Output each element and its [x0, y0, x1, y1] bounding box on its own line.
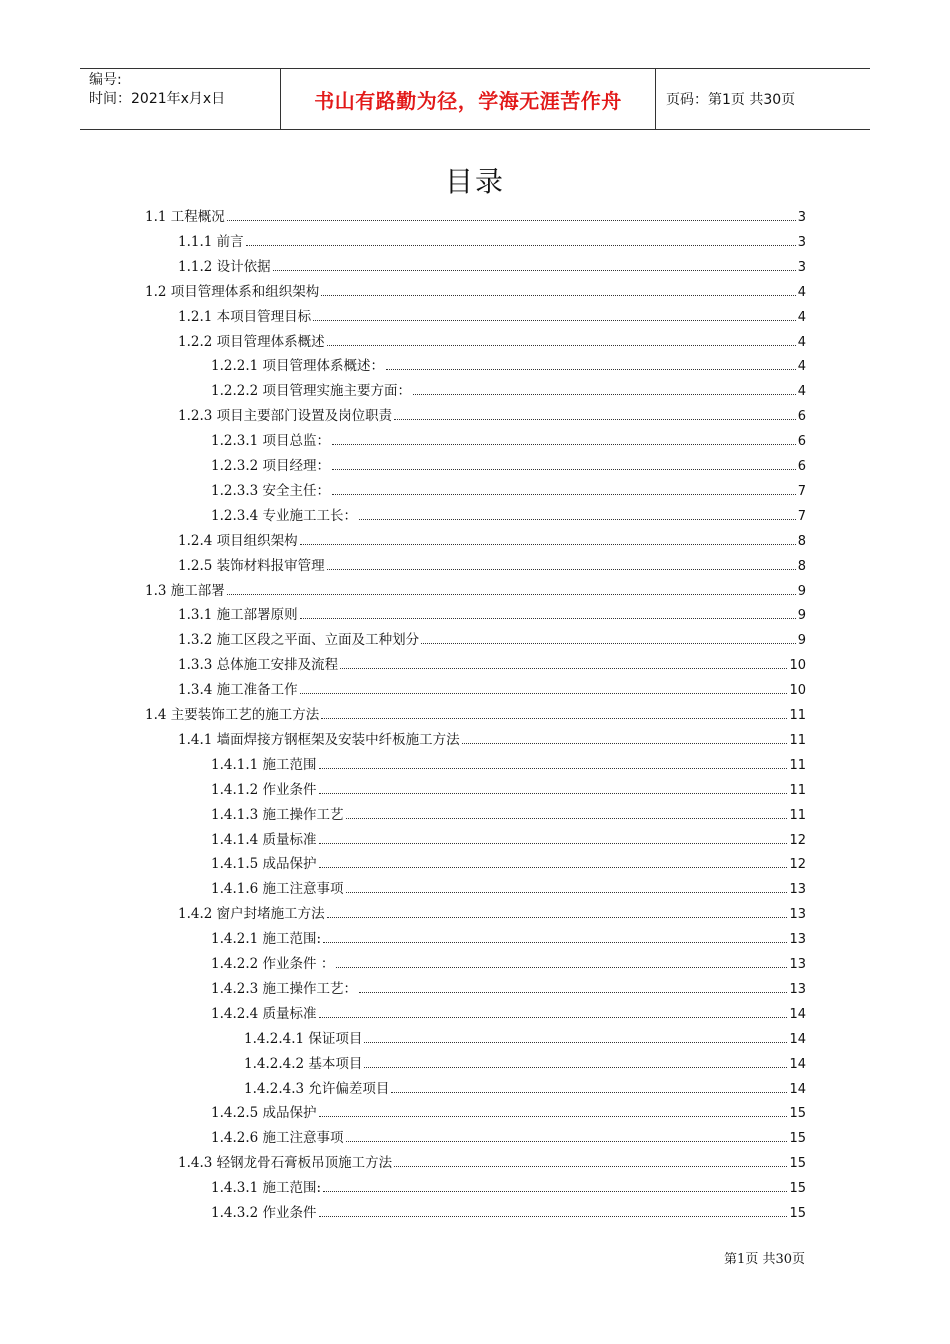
- toc-entry[interactable]: [211, 852, 806, 872]
- toc-entry-page: 13: [789, 882, 806, 898]
- toc-leader-dots: [321, 718, 787, 719]
- toc-entry-title: 1.1.2 设计依据: [178, 258, 271, 275]
- toc-entry-page: 13: [789, 907, 806, 923]
- toc-entry-title: 1.4.1.5 成品保护: [211, 856, 317, 873]
- toc-leader-dots: [391, 1092, 787, 1093]
- toc-entry-page: 15: [789, 1131, 806, 1147]
- toc-entry-page: 13: [789, 932, 806, 948]
- toc-entry[interactable]: [145, 205, 806, 225]
- toc-entry-page: 12: [789, 832, 806, 848]
- toc-leader-dots: [319, 768, 788, 769]
- toc-entry-title: 1.3 施工部署: [145, 582, 225, 599]
- toc-entry[interactable]: [145, 703, 806, 723]
- toc-entry-page: 9: [797, 608, 806, 624]
- toc-entry-page: 4: [797, 309, 806, 325]
- toc-leader-dots: [394, 419, 796, 420]
- toc-entry-title: 1.4.1 墙面焊接方钢框架及安装中纤板施工方法: [178, 731, 460, 748]
- number-label: 编号:: [89, 72, 122, 88]
- toc-entry-page: 13: [789, 981, 806, 997]
- toc-entry[interactable]: [145, 280, 806, 300]
- toc-entry[interactable]: [178, 255, 806, 275]
- toc-entry[interactable]: [211, 1101, 806, 1121]
- toc-entry-title: 1.3.3 总体施工安排及流程: [178, 657, 339, 674]
- time-label: 时间：2021年x月x日: [89, 91, 226, 107]
- toc-entry-page: 4: [797, 334, 806, 350]
- toc-entry-page: 11: [789, 782, 806, 798]
- header-motto: 书山有路勤为径，学海无涯苦作舟: [280, 69, 656, 129]
- toc-leader-dots: [332, 494, 796, 495]
- toc-entry-title: 1.2 项目管理体系和组织架构: [145, 283, 320, 300]
- toc-entry-title: 1.4.2.4.1 保证项目: [244, 1030, 363, 1047]
- toc-entry-title: 1.2.4 项目组织架构: [178, 532, 298, 549]
- toc-leader-dots: [346, 892, 788, 893]
- toc-leader-dots: [364, 1042, 787, 1043]
- toc-entry[interactable]: [211, 927, 806, 947]
- toc-entry-title: 1.2.2.2 项目管理实施主要方面：: [211, 383, 412, 400]
- toc-entry-title: 1.3.2 施工区段之平面、立面及工种划分: [178, 632, 420, 649]
- toc-leader-dots: [386, 369, 796, 370]
- toc-entry[interactable]: [178, 1151, 806, 1171]
- toc-entry[interactable]: [211, 877, 806, 897]
- toc-entry-title: 1.4.2.2 作业条件 ：: [211, 956, 335, 972]
- toc-leader-dots: [359, 992, 787, 993]
- toc-entry-page: 6: [797, 434, 806, 450]
- toc-leader-dots: [313, 320, 796, 321]
- toc-entry-page: 10: [789, 658, 806, 674]
- toc-entry-page: 9: [797, 633, 806, 649]
- toc-entry[interactable]: [211, 1126, 806, 1146]
- toc-entry[interactable]: [211, 379, 806, 399]
- toc-entry-page: 15: [789, 1156, 806, 1172]
- toc-entry[interactable]: [178, 404, 806, 424]
- toc-leader-dots: [327, 917, 788, 918]
- toc-entry[interactable]: [244, 1052, 806, 1072]
- toc-entry-page: 4: [797, 359, 806, 375]
- toc-entry[interactable]: [178, 529, 806, 549]
- toc-entry[interactable]: [178, 330, 806, 350]
- header-page-label: 页码：第1页 共30页: [666, 92, 796, 108]
- toc-entry-title: 1.4.3.2 作业条件: [211, 1205, 317, 1221]
- toc-leader-dots: [300, 693, 788, 694]
- toc-entry-page: 15: [789, 1181, 806, 1197]
- toc-leader-dots: [327, 569, 796, 570]
- toc-entry-page: 15: [789, 1106, 806, 1122]
- toc-entry[interactable]: [211, 803, 806, 823]
- toc-entry-page: 3: [797, 210, 806, 225]
- toc-entry[interactable]: [178, 653, 806, 673]
- toc-entry-page: 10: [789, 683, 806, 699]
- toc-entry[interactable]: [178, 554, 806, 574]
- toc-entry-title: 1.4.3 轻钢龙骨石膏板吊顶施工方法: [178, 1155, 393, 1172]
- toc-entry-page: 4: [797, 384, 806, 400]
- toc-leader-dots: [413, 394, 796, 395]
- header-meta: [80, 69, 280, 129]
- toc-entry-title: 1.4.2 窗户封堵施工方法: [178, 906, 325, 923]
- toc-leader-dots: [332, 444, 796, 445]
- toc-entry-title: 1.3.1 施工部署原则: [178, 607, 298, 624]
- toc-leader-dots: [340, 668, 787, 669]
- toc-entry[interactable]: [211, 828, 806, 848]
- toc-leader-dots: [227, 220, 796, 221]
- toc-leader-dots: [323, 1191, 787, 1192]
- toc-entry[interactable]: [211, 1176, 806, 1196]
- toc-entry[interactable]: [211, 354, 806, 374]
- toc-entry[interactable]: [178, 305, 806, 325]
- toc-leader-dots: [327, 345, 796, 346]
- toc-leader-dots: [421, 643, 796, 644]
- toc-leader-dots: [394, 1166, 787, 1167]
- toc-entry-title: 1.4.2.3 施工操作工艺：: [211, 980, 358, 997]
- toc-entry-title: 1.2.5 装饰材料报审管理: [178, 557, 325, 574]
- toc-leader-dots: [319, 793, 788, 794]
- toc-leader-dots: [321, 295, 795, 296]
- toc-entry-page: 11: [789, 732, 806, 748]
- toc-leader-dots: [319, 1116, 788, 1117]
- toc-entry-page: 14: [789, 1006, 806, 1022]
- toc-leader-dots: [332, 469, 796, 470]
- toc-leader-dots: [346, 818, 788, 819]
- toc-entry-page: 6: [797, 409, 806, 425]
- toc-leader-dots: [323, 942, 787, 943]
- toc-leader-dots: [227, 594, 796, 595]
- toc-entry-title: 1.2.3 项目主要部门设置及岗位职责: [178, 408, 393, 425]
- toc-entry-title: 1.2.1 本项目管理目标: [178, 308, 312, 325]
- toc-leader-dots: [319, 1017, 788, 1018]
- toc-leader-dots: [300, 618, 796, 619]
- toc-entry[interactable]: [211, 1002, 806, 1022]
- toc-entry-page: 7: [797, 508, 806, 524]
- toc-entry-title: 1.4.2.4.3 允许偏差项目: [244, 1080, 390, 1097]
- toc-entry[interactable]: [211, 778, 806, 798]
- toc-entry[interactable]: [211, 977, 806, 997]
- toc-entry-title: 1.4.2.4 质量标准: [211, 1005, 317, 1022]
- toc-entry-title: 1.2.2.1 项目管理体系概述：: [211, 358, 385, 375]
- toc-entry[interactable]: [178, 230, 806, 250]
- page-title: 目录: [444, 165, 505, 198]
- toc-entry[interactable]: [211, 454, 806, 474]
- toc-entry[interactable]: [178, 678, 806, 698]
- toc-leader-dots: [273, 270, 796, 271]
- toc-leader-dots: [364, 1067, 787, 1068]
- toc-entry-title: 1.4.1.4 质量标准: [211, 831, 317, 848]
- toc-entry[interactable]: [211, 952, 806, 972]
- toc-entry[interactable]: [178, 628, 806, 648]
- toc-entry[interactable]: [178, 728, 806, 748]
- toc-entry-page: 6: [797, 459, 806, 474]
- toc-entry[interactable]: [244, 1027, 806, 1047]
- toc-entry-title: 1.4.2.1 施工范围:: [211, 931, 322, 948]
- toc-entry[interactable]: [211, 479, 806, 499]
- toc-entry-title: 1.1.1 前言: [178, 233, 244, 250]
- toc-entry-page: 14: [789, 1056, 806, 1072]
- toc-entry-page: 14: [789, 1081, 806, 1097]
- toc-entry-title: 1.4.1.1 施工范围: [211, 756, 317, 773]
- toc-entry-page: 13: [789, 957, 806, 972]
- toc-entry-title: 1.4.2.5 成品保护: [211, 1105, 317, 1122]
- toc-entry[interactable]: [211, 429, 806, 449]
- toc-entry-page: 4: [797, 284, 806, 300]
- toc-entry-title: 1.2.3.3 安全主任：: [211, 482, 331, 499]
- toc-entry-page: 14: [789, 1031, 806, 1047]
- toc-leader-dots: [300, 544, 796, 545]
- page-footer: 第1页 共30页: [724, 1252, 805, 1267]
- toc-entry-title: 1.4.2.4.2 基本项目: [244, 1055, 363, 1072]
- toc-entry-title: 1.4.3.1 施工范围:: [211, 1180, 322, 1197]
- toc-entry-title: 1.2.3.1 项目总监：: [211, 433, 331, 450]
- toc-entry-title: 1.4 主要装饰工艺的施工方法: [145, 707, 320, 723]
- toc-entry-page: 11: [789, 807, 806, 823]
- toc-entry-title: 1.2.2 项目管理体系概述: [178, 333, 325, 350]
- toc-entry[interactable]: [211, 1201, 806, 1221]
- toc-leader-dots: [462, 743, 788, 744]
- toc-entry-page: 9: [797, 583, 806, 599]
- toc-entry[interactable]: [178, 603, 806, 623]
- toc-entry-page: 8: [797, 533, 806, 549]
- toc-entry-title: 1.1 工程概况: [145, 209, 225, 225]
- toc-entry-page: 3: [797, 259, 806, 275]
- toc-entry[interactable]: [244, 1077, 806, 1097]
- toc-entry-title: 1.2.3.4 专业施工工长：: [211, 507, 358, 524]
- toc-entry-title: 1.4.2.6 施工注意事项: [211, 1130, 344, 1147]
- toc-entry-page: 12: [789, 857, 806, 873]
- toc-leader-dots: [246, 245, 796, 246]
- toc-entry-page: 8: [797, 558, 806, 574]
- toc-entry[interactable]: [211, 504, 806, 524]
- toc-entry-title: 1.2.3.2 项目经理：: [211, 458, 331, 474]
- toc-entry[interactable]: [211, 753, 806, 773]
- toc-entry-page: 11: [789, 757, 806, 773]
- toc-leader-dots: [336, 967, 787, 968]
- toc-leader-dots: [359, 519, 796, 520]
- toc-entry-title: 1.4.1.3 施工操作工艺: [211, 806, 344, 823]
- toc-leader-dots: [319, 867, 788, 868]
- toc-leader-dots: [346, 1141, 788, 1142]
- toc-entry-title: 1.4.1.2 作业条件: [211, 781, 317, 798]
- toc-leader-dots: [319, 1216, 788, 1217]
- toc-leader-dots: [319, 843, 788, 844]
- toc-entry-page: 3: [797, 234, 806, 250]
- toc-entry-title: 1.3.4 施工准备工作: [178, 682, 298, 699]
- toc-entry-page: 7: [797, 483, 806, 499]
- toc-entry[interactable]: [145, 579, 806, 599]
- page-header: [80, 68, 870, 130]
- toc-entry-page: 15: [789, 1206, 806, 1221]
- toc-entry[interactable]: [178, 902, 806, 922]
- toc-entry-title: 1.4.1.6 施工注意事项: [211, 881, 344, 898]
- toc-entry-page: 11: [789, 708, 806, 723]
